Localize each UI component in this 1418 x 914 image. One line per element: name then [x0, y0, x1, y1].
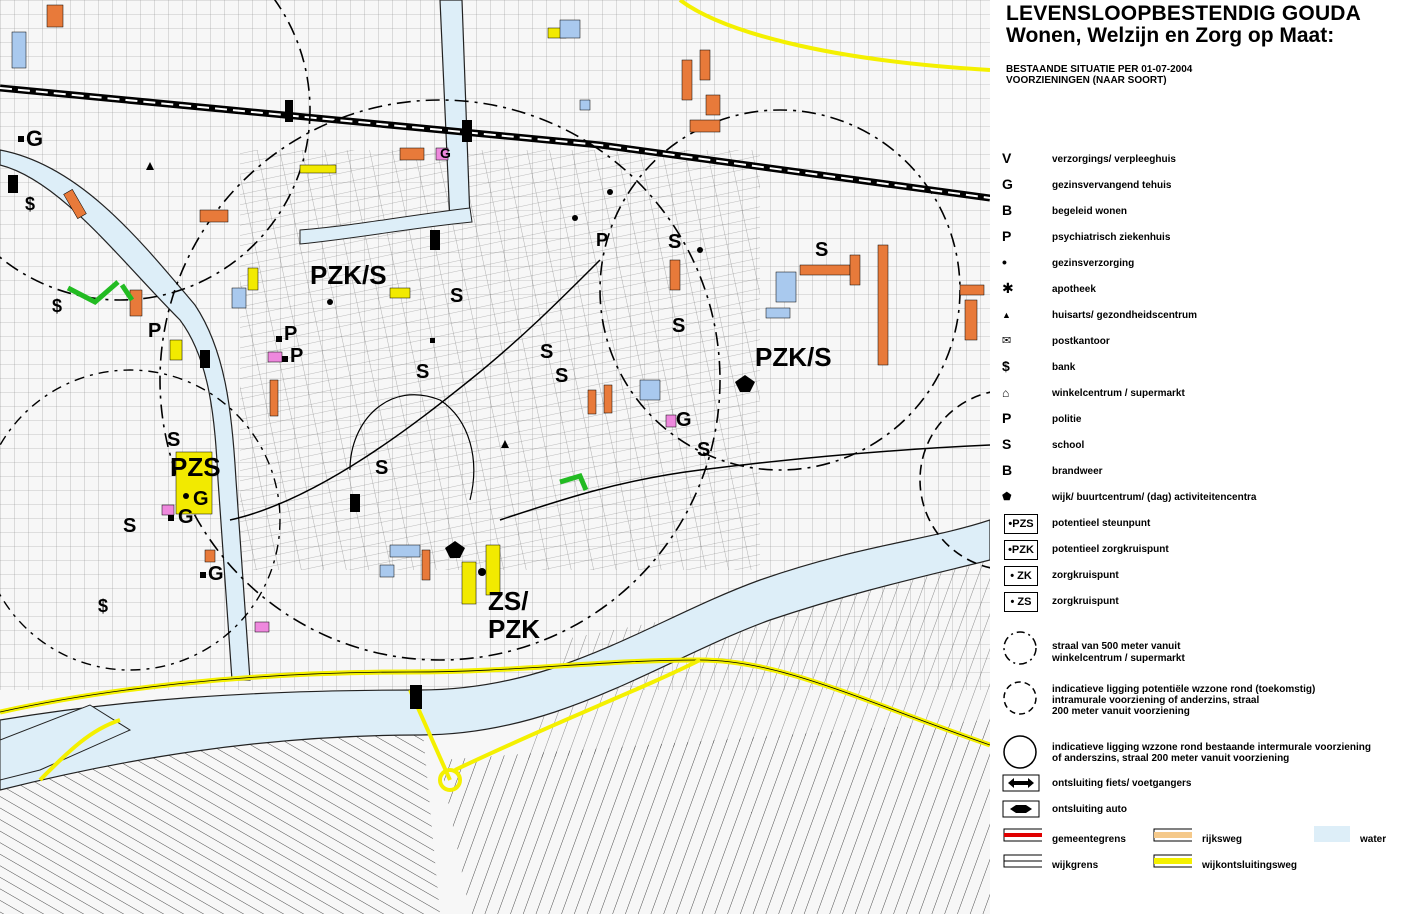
legend-item-zorgkruispunt-zk: [1002, 566, 1412, 588]
map-label-pzs: PZS: [170, 452, 221, 482]
legend-item-gezinsvervangend-tehuis: [1002, 176, 1412, 198]
legend-item-label: wijkontsluitingsweg: [1202, 860, 1298, 871]
legend-item-gezinsverzorging: [1002, 254, 1412, 276]
legend-panel: [990, 0, 1418, 914]
triangle-icon: ▲: [1002, 310, 1011, 320]
legend-item-ontsluiting-fiets: [1002, 774, 1412, 796]
map-label-g-nw: G: [26, 126, 44, 151]
legend-item-verpleeghuis: [1002, 150, 1412, 172]
map-label-s-6: S: [555, 365, 569, 387]
legend-item-winkelcentrum: [1002, 384, 1412, 406]
legend-item-label: gemeentegrens: [1052, 834, 1126, 845]
legend-item-water: [1312, 826, 1408, 848]
map-label-p-1: P: [148, 320, 162, 342]
map-label-g-pzs-1: G: [193, 488, 209, 510]
highway-line-icon: [1152, 826, 1192, 848]
legend-item-label: psychiatrisch ziekenhuis: [1052, 232, 1171, 243]
legend-item-huisarts: [1002, 306, 1412, 328]
map-label-g-center: G: [676, 409, 692, 431]
legend-item-wijkgrens: [1002, 852, 1162, 874]
map-label-s-3: S: [450, 285, 464, 307]
dashed-circle-icon: [1002, 678, 1042, 718]
district-line-icon: [1002, 852, 1042, 874]
map-label-s-7: S: [416, 361, 430, 383]
circle-icon: [1002, 732, 1042, 772]
legend-item-label: wijk/ buurtcentrum/ (dag) activiteitencentra: [1052, 492, 1257, 503]
map-label-dollar-2: $: [52, 296, 63, 316]
map-label-s-4: S: [672, 315, 686, 337]
school-symbol: S: [1002, 436, 1012, 452]
map-label-p-2: P: [284, 323, 298, 345]
legend-item-label: potentieel zorgkruispunt: [1052, 544, 1169, 555]
map-label-s-9: S: [375, 457, 389, 479]
legend-item-label: straal van 500 meter vanuit: [1052, 641, 1181, 652]
map-label-pzk-s-1: PZK/S: [310, 260, 387, 290]
legend-item-label: indicatieve ligging wzzone rond bestaande intermurale voorziening: [1052, 742, 1371, 753]
legend-item-label: 200 meter vanuit voorziening: [1052, 706, 1190, 717]
map-label-pzk: PZK: [488, 614, 540, 644]
legend-item-potentieel-zorgkruispunt: [1002, 540, 1412, 562]
map-label-g-south: G: [208, 563, 224, 585]
legend-item-apotheek: [1002, 280, 1412, 302]
map-label-s-5: S: [540, 341, 554, 363]
map-label-p-4: P: [596, 230, 609, 250]
car-arrow-icon: [1002, 800, 1042, 822]
legend-item-brandweer: [1002, 462, 1412, 484]
legend-item-label: water: [1360, 834, 1387, 845]
legend-subtitle: BESTAANDE SITUATIE PER 01-07-2004: [1006, 64, 1193, 75]
legend-item-zorgkruispunt-zs: [1002, 592, 1412, 614]
legend-item-politie: [1002, 410, 1412, 432]
legend-item-label: brandweer: [1052, 466, 1103, 477]
legend-item-school: [1002, 436, 1412, 458]
legend-item-label: huisarts/ gezondheidscentrum: [1052, 310, 1198, 321]
polder-south-east: [440, 720, 990, 914]
pzk-box-icon: •PZK: [1004, 540, 1038, 560]
legend-item-label: gezinsverzorging: [1052, 258, 1135, 269]
map-label-p-3: P: [290, 345, 304, 367]
legend-item-straal-500: [1002, 628, 1412, 668]
legend-item-label: winkelcentrum / supermarkt: [1052, 653, 1185, 664]
zs-box-icon: • ZS: [1004, 592, 1038, 612]
legend-item-label: wijkgrens: [1052, 860, 1099, 871]
begeleid-wonen-symbol: B: [1002, 202, 1013, 218]
map-label-s-10: S: [167, 429, 181, 451]
psychiatrisch-symbol: P: [1002, 228, 1012, 244]
legend-item-label: rijksweg: [1202, 834, 1243, 845]
map-label-s-2: S: [815, 239, 829, 261]
legend-item-label: apotheek: [1052, 284, 1096, 295]
legend-item-wijkontsluitingsweg: [1152, 852, 1312, 874]
legend-item-label: of anderszins, straal 200 meter vanuit voorziening: [1052, 753, 1290, 764]
legend-item-label: postkantoor: [1052, 336, 1110, 347]
double-arrow-icon: [1002, 774, 1042, 796]
district-road-line-icon: [1152, 852, 1192, 874]
legend-item-rijksweg: [1152, 826, 1312, 848]
map-label-zs: ZS/: [488, 586, 529, 616]
pzs-box-icon: •PZS: [1004, 514, 1038, 534]
legend-item-ontsluiting-auto: [1002, 800, 1412, 822]
legend-item-potentiele-wzzone: [1002, 678, 1412, 722]
brandweer-symbol: B: [1002, 462, 1013, 478]
legend-item-label: indicatieve ligging potentiële wzzone rond (toekomstig): [1052, 684, 1316, 695]
legend-item-bestaande-wzzone: [1002, 732, 1412, 772]
legend-item-label: winkelcentrum / supermarkt: [1052, 388, 1185, 399]
map-label-s-1: S: [668, 231, 682, 253]
map-label-g-rail: G: [440, 145, 451, 161]
gezinsvervangend-symbol: G: [1002, 176, 1013, 192]
legend-item-label: bank: [1052, 362, 1076, 373]
legend-item-buurtcentrum: [1002, 488, 1412, 510]
legend-item-label: zorgkruispunt: [1052, 596, 1119, 607]
map-label-dollar-3: $: [98, 596, 109, 616]
dot-icon: •: [1002, 254, 1007, 270]
asterisk-icon: ✱: [1002, 280, 1014, 296]
legend-item-potentieel-steunpunt: [1002, 514, 1412, 536]
map-label-dollar-1: $: [25, 194, 36, 214]
legend-item-bank: [1002, 358, 1412, 380]
police-symbol: P: [1002, 410, 1012, 426]
legend-item-begeleid-wonen: [1002, 202, 1412, 224]
map-label-s-11: S: [123, 515, 137, 537]
envelope-icon: ✉: [1002, 335, 1012, 347]
map-label-g-pzs-2: G: [178, 506, 194, 528]
legend-item-label: verzorgings/ verpleeghuis: [1052, 154, 1176, 165]
verpleeghuis-symbol: V: [1002, 150, 1012, 166]
legend-title: LEVENSLOOPBESTENDIG GOUDA: [1006, 2, 1362, 25]
legend-item-postkantoor: [1002, 332, 1412, 354]
legend-item-label: zorgkruispunt: [1052, 570, 1119, 581]
dollar-icon: $: [1002, 358, 1010, 374]
legend-item-label: potentieel steunpunt: [1052, 518, 1151, 529]
urban-area-center: [240, 150, 760, 570]
red-line-icon: [1002, 826, 1042, 848]
legend-item-label: ontsluiting auto: [1052, 804, 1127, 815]
legend-item-label: gezinsvervangend tehuis: [1052, 180, 1172, 191]
dashed-circle-icon: [1002, 628, 1042, 668]
water-swatch-icon: [1312, 826, 1352, 848]
map-label-s-8: S: [697, 439, 711, 461]
map-label-pzk-s-2: PZK/S: [755, 342, 832, 372]
legend-item-label: ontsluiting fiets/ voetgangers: [1052, 778, 1192, 789]
legend-title-line2: Wonen, Welzijn en Zorg op Maat:: [1006, 24, 1335, 47]
zk-box-icon: • ZK: [1004, 566, 1038, 586]
legend-item-label: school: [1052, 440, 1085, 451]
legend-subtitle-line2: VOORZIENINGEN (NAAR SOORT): [1006, 75, 1167, 86]
shop-icon: ⌂: [1002, 386, 1010, 400]
community-center-icon: ⬟: [1002, 491, 1012, 503]
legend-item-label: intramurale voorziening of anderzins, straal: [1052, 695, 1260, 706]
legend-item-label: begeleid wonen: [1052, 206, 1128, 217]
legend-item-gemeentegrens: [1002, 826, 1162, 848]
legend-item-psychiatrisch-ziekenhuis: [1002, 228, 1412, 250]
legend-item-label: politie: [1052, 414, 1082, 425]
